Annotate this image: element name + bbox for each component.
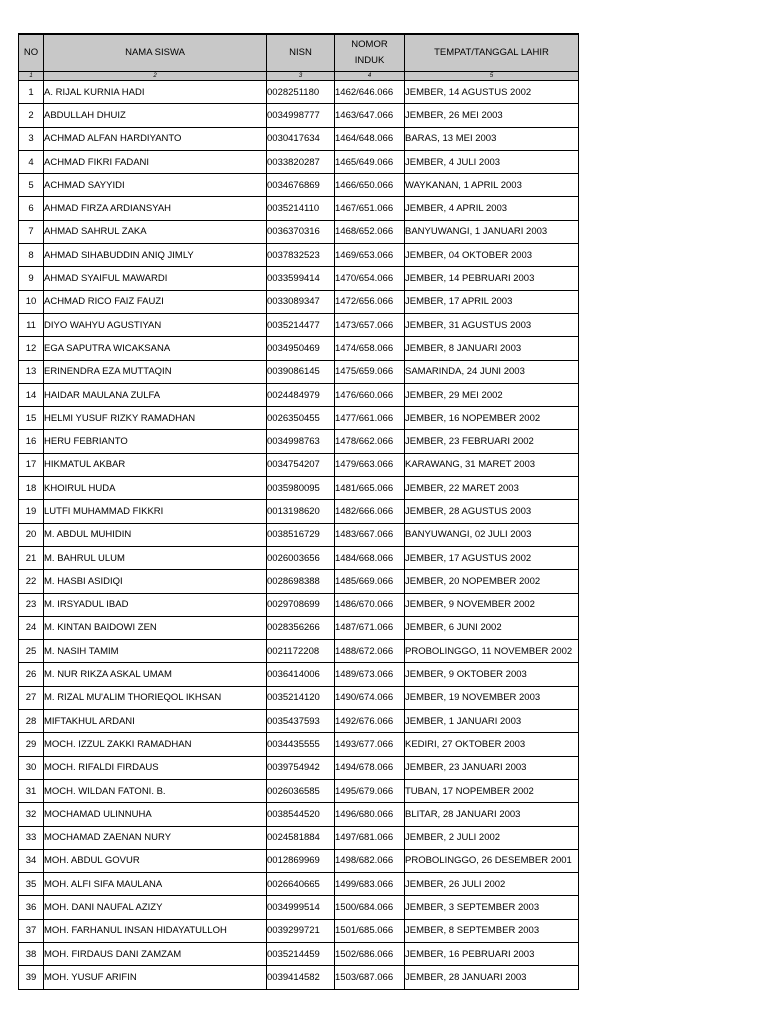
cell-nama-siswa: MOCHAMAD ZAENAN NURY bbox=[44, 826, 267, 849]
cell-nisn: 0034998763 bbox=[267, 430, 335, 453]
cell-tempat-tanggal-lahir: WAYKANAN, 1 APRIL 2003 bbox=[405, 174, 579, 197]
header-row bbox=[19, 34, 579, 72]
cell-no: 39 bbox=[19, 966, 44, 989]
column-number-row bbox=[19, 72, 579, 81]
cell-tempat-tanggal-lahir: JEMBER, 16 PEBRUARI 2003 bbox=[405, 942, 579, 965]
cell-nisn: 0026036585 bbox=[267, 779, 335, 802]
table-row bbox=[19, 104, 579, 127]
column-number: 5 bbox=[405, 72, 579, 81]
cell-nama-siswa: MOCH. RIFALDI FIRDAUS bbox=[44, 756, 267, 779]
table-row bbox=[19, 686, 579, 709]
cell-nomor-induk: 1500/684.066 bbox=[335, 896, 405, 919]
cell-nama-siswa: M. HASBI ASIDIQI bbox=[44, 570, 267, 593]
cell-no: 20 bbox=[19, 523, 44, 546]
cell-nisn: 0028698388 bbox=[267, 570, 335, 593]
cell-nisn: 0035214110 bbox=[267, 197, 335, 220]
cell-nomor-induk: 1501/685.066 bbox=[335, 919, 405, 942]
cell-nomor-induk: 1498/682.066 bbox=[335, 849, 405, 872]
table-row bbox=[19, 896, 579, 919]
cell-nomor-induk: 1489/673.066 bbox=[335, 663, 405, 686]
cell-nomor-induk: 1469/653.066 bbox=[335, 244, 405, 267]
cell-no: 36 bbox=[19, 896, 44, 919]
table-row bbox=[19, 663, 579, 686]
cell-tempat-tanggal-lahir: JEMBER, 4 APRIL 2003 bbox=[405, 197, 579, 220]
cell-no: 38 bbox=[19, 942, 44, 965]
cell-nisn: 0029708699 bbox=[267, 593, 335, 616]
cell-no: 30 bbox=[19, 756, 44, 779]
cell-nama-siswa: MOH. FIRDAUS DANI ZAMZAM bbox=[44, 942, 267, 965]
cell-nisn: 0013198620 bbox=[267, 500, 335, 523]
cell-tempat-tanggal-lahir: JEMBER, 3 SEPTEMBER 2003 bbox=[405, 896, 579, 919]
table-row bbox=[19, 430, 579, 453]
cell-nama-siswa: ACHMAD FIKRI FADANI bbox=[44, 150, 267, 173]
cell-no: 21 bbox=[19, 546, 44, 569]
cell-nomor-induk: 1464/648.066 bbox=[335, 127, 405, 150]
cell-nomor-induk: 1472/656.066 bbox=[335, 290, 405, 313]
cell-tempat-tanggal-lahir: JEMBER, 2 JULI 2002 bbox=[405, 826, 579, 849]
cell-tempat-tanggal-lahir: JEMBER, 23 JANUARI 2003 bbox=[405, 756, 579, 779]
cell-no: 9 bbox=[19, 267, 44, 290]
cell-nama-siswa: ABDULLAH DHUIZ bbox=[44, 104, 267, 127]
cell-nama-siswa: M. RIZAL MU'ALIM THORIEQOL IKHSAN bbox=[44, 686, 267, 709]
table-row bbox=[19, 81, 579, 104]
cell-nama-siswa: AHMAD SYAIFUL MAWARDI bbox=[44, 267, 267, 290]
cell-no: 15 bbox=[19, 407, 44, 430]
table-row bbox=[19, 453, 579, 476]
cell-nama-siswa: M. NUR RIKZA ASKAL UMAM bbox=[44, 663, 267, 686]
cell-nomor-induk: 1495/679.066 bbox=[335, 779, 405, 802]
header-nama-siswa: NAMA SISWA bbox=[44, 34, 267, 72]
cell-nomor-induk: 1502/686.066 bbox=[335, 942, 405, 965]
cell-nomor-induk: 1479/663.066 bbox=[335, 453, 405, 476]
cell-no: 25 bbox=[19, 640, 44, 663]
cell-nomor-induk: 1494/678.066 bbox=[335, 756, 405, 779]
cell-no: 17 bbox=[19, 453, 44, 476]
cell-nisn: 0039086145 bbox=[267, 360, 335, 383]
cell-no: 6 bbox=[19, 197, 44, 220]
cell-no: 29 bbox=[19, 733, 44, 756]
cell-nomor-induk: 1476/660.066 bbox=[335, 383, 405, 406]
cell-tempat-tanggal-lahir: BANYUWANGI, 1 JANUARI 2003 bbox=[405, 220, 579, 243]
table-row bbox=[19, 942, 579, 965]
cell-nomor-induk: 1466/650.066 bbox=[335, 174, 405, 197]
cell-tempat-tanggal-lahir: JEMBER, 17 APRIL 2003 bbox=[405, 290, 579, 313]
cell-nama-siswa: HAIDAR MAULANA ZULFA bbox=[44, 383, 267, 406]
cell-nisn: 0026003656 bbox=[267, 546, 335, 569]
column-number: 4 bbox=[335, 72, 405, 81]
cell-nisn: 0034950469 bbox=[267, 337, 335, 360]
cell-nama-siswa: MOCHAMAD ULINNUHA bbox=[44, 803, 267, 826]
table-row bbox=[19, 873, 579, 896]
cell-nomor-induk: 1486/670.066 bbox=[335, 593, 405, 616]
cell-nomor-induk: 1474/658.066 bbox=[335, 337, 405, 360]
cell-no: 31 bbox=[19, 779, 44, 802]
cell-tempat-tanggal-lahir: JEMBER, 17 AGUSTUS 2002 bbox=[405, 546, 579, 569]
cell-no: 5 bbox=[19, 174, 44, 197]
table-row bbox=[19, 500, 579, 523]
cell-tempat-tanggal-lahir: BARAS, 13 MEI 2003 bbox=[405, 127, 579, 150]
cell-tempat-tanggal-lahir: SAMARINDA, 24 JUNI 2003 bbox=[405, 360, 579, 383]
cell-nama-siswa: MIFTAKHUL ARDANI bbox=[44, 710, 267, 733]
cell-tempat-tanggal-lahir: JEMBER, 9 NOVEMBER 2002 bbox=[405, 593, 579, 616]
cell-nomor-induk: 1487/671.066 bbox=[335, 616, 405, 639]
cell-nisn: 0024484979 bbox=[267, 383, 335, 406]
table-row bbox=[19, 826, 579, 849]
cell-nomor-induk: 1465/649.066 bbox=[335, 150, 405, 173]
cell-tempat-tanggal-lahir: BLITAR, 28 JANUARI 2003 bbox=[405, 803, 579, 826]
header-nisn: NISN bbox=[267, 34, 335, 72]
cell-no: 2 bbox=[19, 104, 44, 127]
cell-tempat-tanggal-lahir: JEMBER, 9 OKTOBER 2003 bbox=[405, 663, 579, 686]
cell-tempat-tanggal-lahir: JEMBER, 6 JUNI 2002 bbox=[405, 616, 579, 639]
cell-nomor-induk: 1462/646.066 bbox=[335, 81, 405, 104]
cell-no: 22 bbox=[19, 570, 44, 593]
cell-nomor-induk: 1483/667.066 bbox=[335, 523, 405, 546]
cell-nama-siswa: HELMI YUSUF RIZKY RAMADHAN bbox=[44, 407, 267, 430]
cell-nisn: 0028251180 bbox=[267, 81, 335, 104]
cell-no: 13 bbox=[19, 360, 44, 383]
header-nomor-induk: NOMOR INDUK bbox=[335, 34, 405, 72]
cell-nama-siswa: AHMAD SAHRUL ZAKA bbox=[44, 220, 267, 243]
cell-tempat-tanggal-lahir: JEMBER, 16 NOPEMBER 2002 bbox=[405, 407, 579, 430]
cell-nisn: 0034999514 bbox=[267, 896, 335, 919]
student-table bbox=[18, 33, 579, 990]
cell-no: 33 bbox=[19, 826, 44, 849]
cell-nama-siswa: HERU FEBRIANTO bbox=[44, 430, 267, 453]
column-number: 2 bbox=[44, 72, 267, 81]
cell-nisn: 0033820287 bbox=[267, 150, 335, 173]
cell-tempat-tanggal-lahir: JEMBER, 8 SEPTEMBER 2003 bbox=[405, 919, 579, 942]
cell-nisn: 0037832523 bbox=[267, 244, 335, 267]
cell-tempat-tanggal-lahir: JEMBER, 31 AGUSTUS 2003 bbox=[405, 313, 579, 336]
cell-nama-siswa: M. KINTAN BAIDOWI ZEN bbox=[44, 616, 267, 639]
cell-nama-siswa: MOH. FARHANUL INSAN HIDAYATULLOH bbox=[44, 919, 267, 942]
cell-no: 1 bbox=[19, 81, 44, 104]
cell-nisn: 0021172208 bbox=[267, 640, 335, 663]
cell-tempat-tanggal-lahir: KEDIRI, 27 OKTOBER 2003 bbox=[405, 733, 579, 756]
table-row bbox=[19, 546, 579, 569]
cell-no: 19 bbox=[19, 500, 44, 523]
table-row bbox=[19, 803, 579, 826]
cell-nisn: 0035980095 bbox=[267, 477, 335, 500]
cell-nama-siswa: AHMAD SIHABUDDIN ANIQ JIMLY bbox=[44, 244, 267, 267]
cell-nisn: 0028356266 bbox=[267, 616, 335, 639]
table-row bbox=[19, 313, 579, 336]
cell-no: 24 bbox=[19, 616, 44, 639]
cell-nama-siswa: MOH. YUSUF ARIFIN bbox=[44, 966, 267, 989]
cell-tempat-tanggal-lahir: JEMBER, 04 OKTOBER 2003 bbox=[405, 244, 579, 267]
cell-nisn: 0033089347 bbox=[267, 290, 335, 313]
table-row bbox=[19, 966, 579, 989]
cell-tempat-tanggal-lahir: JEMBER, 26 JULI 2002 bbox=[405, 873, 579, 896]
cell-nama-siswa: M. ABDUL MUHIDIN bbox=[44, 523, 267, 546]
cell-nisn: 0012869969 bbox=[267, 849, 335, 872]
table-row bbox=[19, 849, 579, 872]
cell-tempat-tanggal-lahir: JEMBER, 23 FEBRUARI 2002 bbox=[405, 430, 579, 453]
table-row bbox=[19, 616, 579, 639]
cell-no: 8 bbox=[19, 244, 44, 267]
cell-nomor-induk: 1492/676.066 bbox=[335, 710, 405, 733]
cell-no: 27 bbox=[19, 686, 44, 709]
table-row bbox=[19, 779, 579, 802]
cell-nomor-induk: 1475/659.066 bbox=[335, 360, 405, 383]
cell-nomor-induk: 1484/668.066 bbox=[335, 546, 405, 569]
cell-nama-siswa: M. IRSYADUL IBAD bbox=[44, 593, 267, 616]
cell-nisn: 0039299721 bbox=[267, 919, 335, 942]
cell-nama-siswa: MOCH. IZZUL ZAKKI RAMADHAN bbox=[44, 733, 267, 756]
cell-no: 4 bbox=[19, 150, 44, 173]
table-row bbox=[19, 337, 579, 360]
cell-no: 3 bbox=[19, 127, 44, 150]
cell-no: 7 bbox=[19, 220, 44, 243]
cell-no: 34 bbox=[19, 849, 44, 872]
cell-nomor-induk: 1497/681.066 bbox=[335, 826, 405, 849]
table-row bbox=[19, 267, 579, 290]
cell-tempat-tanggal-lahir: JEMBER, 14 AGUSTUS 2002 bbox=[405, 81, 579, 104]
cell-no: 37 bbox=[19, 919, 44, 942]
cell-nama-siswa: HIKMATUL AKBAR bbox=[44, 453, 267, 476]
cell-nisn: 0038544520 bbox=[267, 803, 335, 826]
cell-nomor-induk: 1482/666.066 bbox=[335, 500, 405, 523]
cell-nisn: 0035214477 bbox=[267, 313, 335, 336]
column-number: 3 bbox=[267, 72, 335, 81]
cell-nisn: 0030417634 bbox=[267, 127, 335, 150]
cell-no: 35 bbox=[19, 873, 44, 896]
cell-nama-siswa: A. RIJAL KURNIA HADI bbox=[44, 81, 267, 104]
table-row bbox=[19, 407, 579, 430]
cell-nisn: 0039754942 bbox=[267, 756, 335, 779]
cell-nisn: 0035437593 bbox=[267, 710, 335, 733]
table-row bbox=[19, 220, 579, 243]
cell-tempat-tanggal-lahir: JEMBER, 4 JULI 2003 bbox=[405, 150, 579, 173]
cell-nisn: 0024581884 bbox=[267, 826, 335, 849]
cell-no: 23 bbox=[19, 593, 44, 616]
cell-no: 16 bbox=[19, 430, 44, 453]
cell-no: 14 bbox=[19, 383, 44, 406]
cell-nomor-induk: 1481/665.066 bbox=[335, 477, 405, 500]
table-row bbox=[19, 640, 579, 663]
cell-tempat-tanggal-lahir: JEMBER, 26 MEI 2003 bbox=[405, 104, 579, 127]
table-row bbox=[19, 523, 579, 546]
cell-nisn: 0034676869 bbox=[267, 174, 335, 197]
cell-tempat-tanggal-lahir: JEMBER, 19 NOVEMBER 2003 bbox=[405, 686, 579, 709]
header-tempat-tanggal-lahir: TEMPAT/TANGGAL LAHIR bbox=[405, 34, 579, 72]
cell-nomor-induk: 1496/680.066 bbox=[335, 803, 405, 826]
cell-no: 28 bbox=[19, 710, 44, 733]
cell-nama-siswa: EGA SAPUTRA WICAKSANA bbox=[44, 337, 267, 360]
table-row bbox=[19, 383, 579, 406]
cell-nomor-induk: 1470/654.066 bbox=[335, 267, 405, 290]
table-row bbox=[19, 244, 579, 267]
cell-nomor-induk: 1467/651.066 bbox=[335, 197, 405, 220]
cell-nisn: 0034998777 bbox=[267, 104, 335, 127]
table-row bbox=[19, 570, 579, 593]
column-number: 1 bbox=[19, 72, 44, 81]
cell-nisn: 0026640665 bbox=[267, 873, 335, 896]
table-row bbox=[19, 756, 579, 779]
cell-no: 12 bbox=[19, 337, 44, 360]
cell-tempat-tanggal-lahir: PROBOLINGGO, 26 DESEMBER 2001 bbox=[405, 849, 579, 872]
cell-nama-siswa: ACHMAD ALFAN HARDIYANTO bbox=[44, 127, 267, 150]
cell-tempat-tanggal-lahir: JEMBER, 8 JANUARI 2003 bbox=[405, 337, 579, 360]
cell-no: 18 bbox=[19, 477, 44, 500]
cell-nisn: 0034435555 bbox=[267, 733, 335, 756]
cell-nomor-induk: 1499/683.066 bbox=[335, 873, 405, 896]
table-row bbox=[19, 733, 579, 756]
cell-nama-siswa: AHMAD FIRZA ARDIANSYAH bbox=[44, 197, 267, 220]
cell-nomor-induk: 1463/647.066 bbox=[335, 104, 405, 127]
cell-nomor-induk: 1478/662.066 bbox=[335, 430, 405, 453]
cell-tempat-tanggal-lahir: PROBOLINGGO, 11 NOVEMBER 2002 bbox=[405, 640, 579, 663]
cell-nisn: 0038516729 bbox=[267, 523, 335, 546]
cell-nomor-induk: 1490/674.066 bbox=[335, 686, 405, 709]
cell-nomor-induk: 1488/672.066 bbox=[335, 640, 405, 663]
table-row bbox=[19, 127, 579, 150]
cell-nomor-induk: 1468/652.066 bbox=[335, 220, 405, 243]
cell-nisn: 0036370316 bbox=[267, 220, 335, 243]
cell-nama-siswa: ACHMAD RICO FAIZ FAUZI bbox=[44, 290, 267, 313]
table-row bbox=[19, 174, 579, 197]
cell-tempat-tanggal-lahir: JEMBER, 14 PEBRUARI 2003 bbox=[405, 267, 579, 290]
cell-nomor-induk: 1493/677.066 bbox=[335, 733, 405, 756]
cell-no: 26 bbox=[19, 663, 44, 686]
cell-nama-siswa: ACHMAD SAYYIDI bbox=[44, 174, 267, 197]
cell-nomor-induk: 1485/669.066 bbox=[335, 570, 405, 593]
cell-nama-siswa: ERINENDRA EZA MUTTAQIN bbox=[44, 360, 267, 383]
cell-tempat-tanggal-lahir: JEMBER, 28 AGUSTUS 2003 bbox=[405, 500, 579, 523]
table-row bbox=[19, 150, 579, 173]
cell-nama-siswa: DIYO WAHYU AGUSTIYAN bbox=[44, 313, 267, 336]
cell-no: 32 bbox=[19, 803, 44, 826]
cell-nomor-induk: 1473/657.066 bbox=[335, 313, 405, 336]
cell-tempat-tanggal-lahir: JEMBER, 20 NOPEMBER 2002 bbox=[405, 570, 579, 593]
cell-tempat-tanggal-lahir: JEMBER, 28 JANUARI 2003 bbox=[405, 966, 579, 989]
cell-no: 11 bbox=[19, 313, 44, 336]
table-body bbox=[19, 81, 579, 990]
cell-tempat-tanggal-lahir: JEMBER, 29 MEI 2002 bbox=[405, 383, 579, 406]
cell-nomor-induk: 1503/687.066 bbox=[335, 966, 405, 989]
cell-tempat-tanggal-lahir: JEMBER, 22 MARET 2003 bbox=[405, 477, 579, 500]
cell-nisn: 0026350455 bbox=[267, 407, 335, 430]
header-no: NO bbox=[19, 34, 44, 72]
cell-nama-siswa: LUTFI MUHAMMAD FIKKRI bbox=[44, 500, 267, 523]
cell-nisn: 0035214459 bbox=[267, 942, 335, 965]
cell-tempat-tanggal-lahir: TUBAN, 17 NOPEMBER 2002 bbox=[405, 779, 579, 802]
table-row bbox=[19, 197, 579, 220]
cell-nama-siswa: MOH. DANI NAUFAL AZIZY bbox=[44, 896, 267, 919]
table-row bbox=[19, 360, 579, 383]
cell-tempat-tanggal-lahir: JEMBER, 1 JANUARI 2003 bbox=[405, 710, 579, 733]
cell-nama-siswa: M. NASIH TAMIM bbox=[44, 640, 267, 663]
cell-tempat-tanggal-lahir: KARAWANG, 31 MARET 2003 bbox=[405, 453, 579, 476]
table-row bbox=[19, 593, 579, 616]
cell-no: 10 bbox=[19, 290, 44, 313]
cell-nisn: 0034754207 bbox=[267, 453, 335, 476]
cell-nisn: 0035214120 bbox=[267, 686, 335, 709]
cell-tempat-tanggal-lahir: BANYUWANGI, 02 JULI 2003 bbox=[405, 523, 579, 546]
cell-nisn: 0033599414 bbox=[267, 267, 335, 290]
cell-nama-siswa: M. BAHRUL ULUM bbox=[44, 546, 267, 569]
cell-nisn: 0036414006 bbox=[267, 663, 335, 686]
table-row bbox=[19, 919, 579, 942]
cell-nomor-induk: 1477/661.066 bbox=[335, 407, 405, 430]
cell-nama-siswa: MOCH. WILDAN FATONI. B. bbox=[44, 779, 267, 802]
table-row bbox=[19, 710, 579, 733]
cell-nama-siswa: MOH. ABDUL GOVUR bbox=[44, 849, 267, 872]
cell-nisn: 0039414582 bbox=[267, 966, 335, 989]
table-row bbox=[19, 290, 579, 313]
table-row bbox=[19, 477, 579, 500]
cell-nama-siswa: MOH. ALFI SIFA MAULANA bbox=[44, 873, 267, 896]
cell-nama-siswa: KHOIRUL HUDA bbox=[44, 477, 267, 500]
